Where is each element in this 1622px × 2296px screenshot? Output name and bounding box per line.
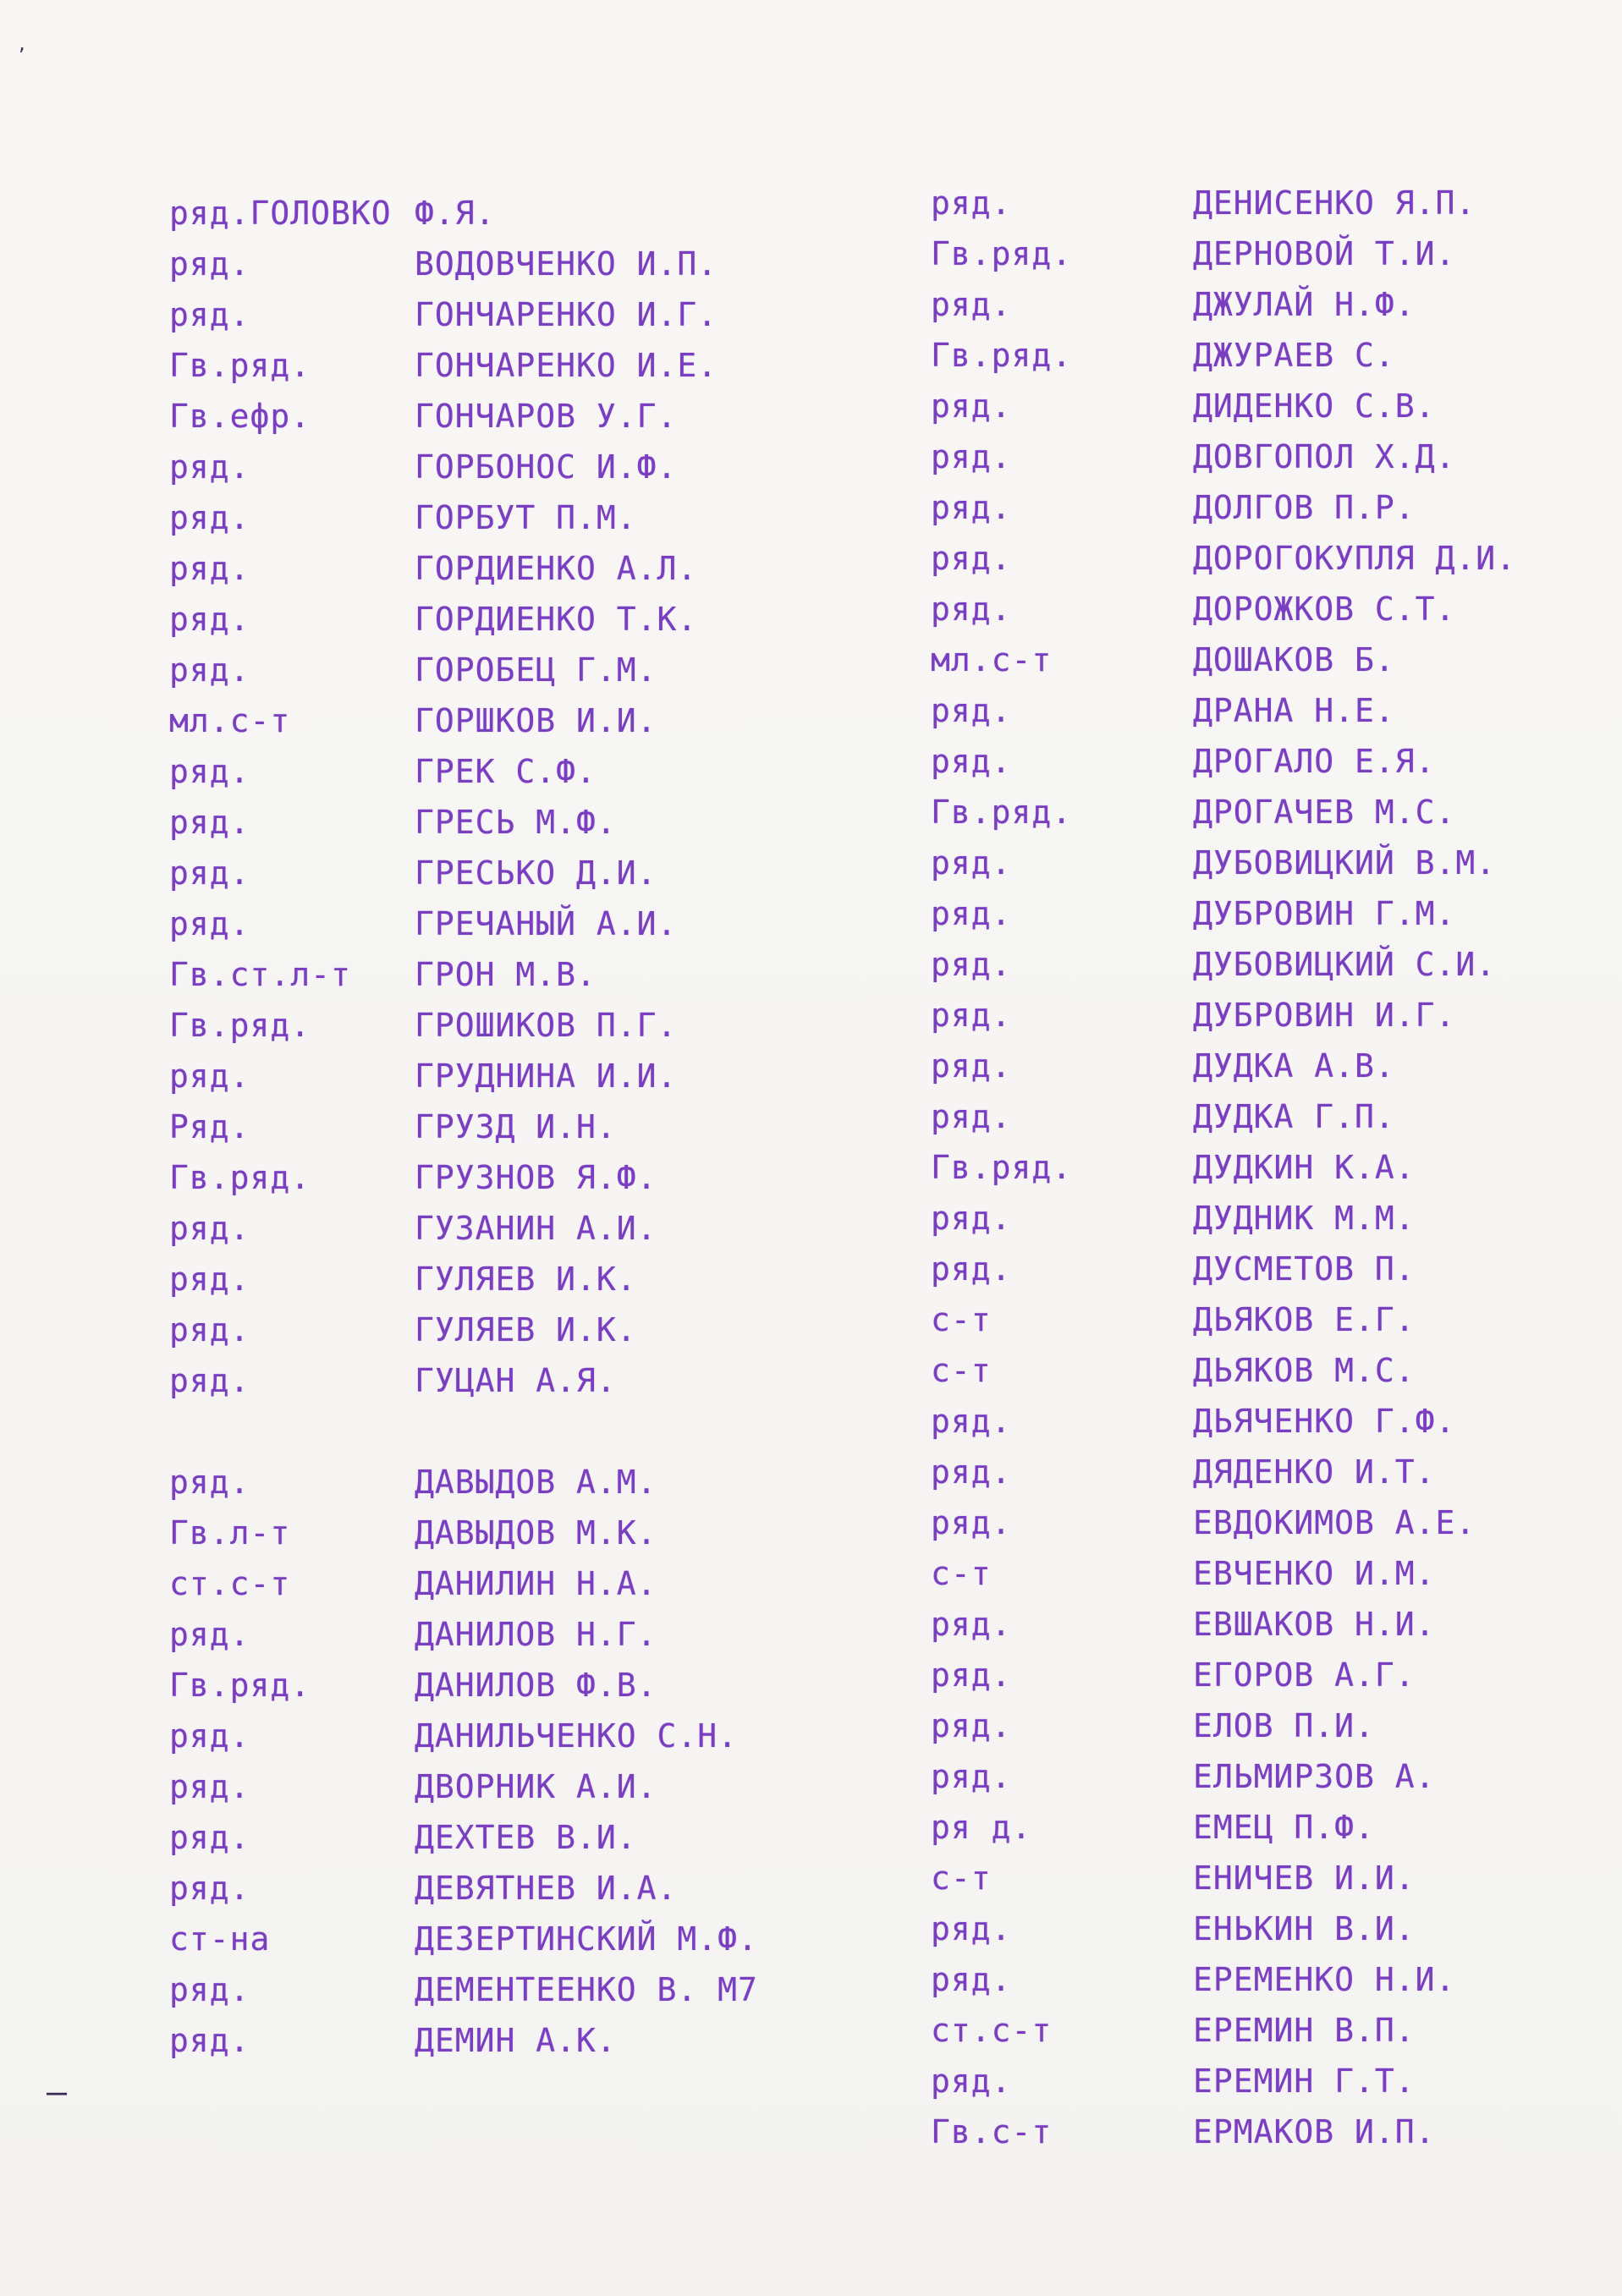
rank-text: ряд. (931, 692, 1012, 729)
person-name: ДОШАКОВ Б. (1193, 641, 1395, 678)
list-item (931, 794, 1608, 844)
rank-text: Гв.ряд. (931, 794, 1073, 831)
person-name: ДАНИЛОВ Ф.В. (415, 1667, 657, 1704)
rank-text: ря д. (931, 1809, 1032, 1846)
list-item (931, 1504, 1608, 1555)
list-item (169, 651, 931, 702)
person-name: ДЕНИСЕНКО Я.П. (1193, 184, 1476, 222)
rank-text: ряд. (169, 1616, 250, 1653)
rank-text: ряд. (931, 1200, 1012, 1237)
list-item (169, 1616, 931, 1667)
rank-text: ряд. (169, 601, 250, 638)
list-item (169, 854, 931, 905)
person-name: ГРЕСЬ М.Ф. (415, 804, 617, 841)
list-item (169, 499, 931, 550)
list-item (931, 2012, 1608, 2063)
rank-text: ряд. (169, 1362, 250, 1399)
list-item (169, 1007, 931, 1057)
rank-text: ряд. (169, 245, 250, 283)
rank-text: ряд. (931, 489, 1012, 526)
rank-text: ряд. (931, 438, 1012, 475)
rank-text: мл.с-т (169, 702, 291, 739)
list-item (931, 337, 1608, 387)
margin-mark: , (17, 34, 28, 54)
person-name: ГОРШКОВ И.И. (415, 702, 657, 739)
rank-text: ряд. (169, 1311, 250, 1348)
rank-text: ряд. (931, 1250, 1012, 1288)
rank-text: ст-на (169, 1920, 271, 1958)
list-item (169, 1819, 931, 1870)
list-item (931, 1250, 1608, 1301)
rank-text: ряд. (169, 1057, 250, 1095)
list-item (169, 956, 931, 1007)
list-item (931, 1098, 1608, 1149)
person-name: ДАНИЛОВ Н.Г. (415, 1616, 657, 1653)
list-item (931, 1910, 1608, 1961)
rank-text: ряд. (931, 1504, 1012, 1541)
list-item (169, 1261, 931, 1311)
list-item (931, 1555, 1608, 1606)
rank-text: Гв.ст.л-т (169, 956, 351, 993)
rank-text: ряд. (931, 1707, 1012, 1744)
person-name: ДЕМИН А.К. (415, 2022, 617, 2059)
rank-text: ряд. (169, 1870, 250, 1907)
rank-text: ряд. (931, 1961, 1012, 1998)
list-item (169, 245, 931, 296)
person-name: ДЖУЛАЙ Н.Ф. (1193, 286, 1416, 323)
person-name: ЕГОРОВ А.Г. (1193, 1656, 1416, 1694)
person-name: ГОРДИЕНКО Т.К. (415, 601, 698, 638)
list-item (931, 1200, 1608, 1250)
rank-text: ряд. (931, 2063, 1012, 2100)
list-item (931, 692, 1608, 743)
list-item (169, 1514, 931, 1565)
rank-text: ряд. (169, 296, 250, 333)
rank-text: ряд. (931, 1403, 1012, 1440)
list-item (169, 905, 931, 956)
rank-text: ряд. (931, 946, 1012, 983)
list-item (931, 1301, 1608, 1352)
person-name: ДЕХТЕВ В.И. (415, 1819, 637, 1856)
list-item (169, 753, 931, 804)
list-item (169, 1464, 931, 1514)
person-name: ГУЛЯЕВ И.К. (415, 1261, 637, 1298)
person-name: ДИДЕНКО С.В. (1193, 387, 1436, 425)
left-column (169, 195, 931, 2073)
rank-text: ряд.ГОЛОВКО (169, 195, 392, 232)
rank-text: ряд. (169, 753, 250, 790)
person-name: ЕРЕМИН В.П. (1193, 2012, 1416, 2049)
list-item (169, 702, 931, 753)
list-item (931, 235, 1608, 286)
right-column (931, 184, 1608, 2164)
list-item (169, 1362, 931, 1413)
person-name: ЕВДОКИМОВ А.Е. (1193, 1504, 1476, 1541)
list-item (931, 590, 1608, 641)
list-item (169, 1311, 931, 1362)
rank-text: ряд. (169, 1261, 250, 1298)
person-name: ЕРЕМИН Г.Т. (1193, 2063, 1416, 2100)
list-item (931, 1453, 1608, 1504)
rank-text: Гв.ряд. (169, 1007, 311, 1044)
person-name: ДЬЯЧЕНКО Г.Ф. (1193, 1403, 1456, 1440)
person-name: ГОНЧАРЕНКО И.Г. (415, 296, 718, 333)
rank-text: Гв.ефр. (169, 398, 311, 435)
rank-text: ряд. (931, 1453, 1012, 1491)
person-name: ДРАНА Н.Е. (1193, 692, 1395, 729)
list-item (931, 2113, 1608, 2164)
person-name: ДАВЫДОВ М.К. (415, 1514, 657, 1552)
person-name: ДАВЫДОВ А.М. (415, 1464, 657, 1501)
list-item (931, 1606, 1608, 1656)
rank-text: ряд. (931, 1047, 1012, 1085)
rank-text: Гв.л-т (169, 1514, 291, 1552)
person-name: ГОНЧАРОВ У.Г. (415, 398, 678, 435)
rank-text: ряд. (169, 804, 250, 841)
list-item (931, 946, 1608, 997)
rank-text: ряд. (931, 590, 1012, 628)
list-item (169, 1057, 931, 1108)
list-item (169, 1413, 931, 1464)
list-item (169, 296, 931, 347)
person-name: ЕРЕМЕНКО Н.И. (1193, 1961, 1456, 1998)
person-name: ДУДНИК М.М. (1193, 1200, 1416, 1237)
person-name: ГРУЗД И.Н. (415, 1108, 617, 1145)
list-item (169, 448, 931, 499)
rank-text: Гв.с-т (931, 2113, 1053, 2150)
list-item (931, 1149, 1608, 1200)
list-item (931, 1352, 1608, 1403)
list-item (169, 1768, 931, 1819)
rank-text: ряд. (931, 184, 1012, 222)
person-name: ЕЛЬМИРЗОВ А. (1193, 1758, 1436, 1795)
person-name: ДУДКИН К.А. (1193, 1149, 1416, 1186)
list-item (931, 1403, 1608, 1453)
person-name: ДРОГАЧЕВ М.С. (1193, 794, 1456, 831)
person-name: ДОРОЖКОВ С.Т. (1193, 590, 1456, 628)
person-name: ЕВШАКОВ Н.И. (1193, 1606, 1436, 1643)
list-item (169, 804, 931, 854)
margin-mark: — (47, 2073, 68, 2112)
list-item (169, 195, 931, 245)
rank-text: ряд. (931, 540, 1012, 577)
person-name: ДЕМЕНТЕЕНКО В. М7 (415, 1971, 758, 2008)
person-name: ГОРОБЕЦ Г.М. (415, 651, 657, 689)
rank-text: с-т (931, 1859, 992, 1897)
list-item (931, 2063, 1608, 2113)
list-item (169, 1870, 931, 1920)
person-name: ДОЛГОВ П.Р. (1193, 489, 1416, 526)
person-name: ДУБОВИЦКИЙ В.М. (1193, 844, 1497, 882)
rank-text: Гв.ряд. (169, 1667, 311, 1704)
person-name: ДОРОГОКУПЛЯ Д.И. (1193, 540, 1517, 577)
rank-text: ряд. (169, 448, 250, 486)
person-name: ДУБОВИЦКИЙ С.И. (1193, 946, 1497, 983)
person-name: ДЯДЕНКО И.Т. (1193, 1453, 1436, 1491)
rank-text: ряд. (931, 844, 1012, 882)
person-name: ГРОШИКОВ П.Г. (415, 1007, 678, 1044)
list-item (931, 540, 1608, 590)
person-name: ГОРБУТ П.М. (415, 499, 637, 536)
list-item (931, 438, 1608, 489)
rank-text: Гв.ряд. (931, 1149, 1073, 1186)
rank-text: ряд. (169, 1210, 250, 1247)
person-name: ДЬЯКОВ Е.Г. (1193, 1301, 1416, 1338)
rank-text: ряд. (169, 2022, 250, 2059)
list-item (931, 1859, 1608, 1910)
person-name: ЕНЬКИН В.И. (1193, 1910, 1416, 1947)
list-item (169, 398, 931, 448)
rank-text: Гв.ряд. (169, 347, 311, 384)
person-name: ДОВГОПОЛ Х.Д. (1193, 438, 1456, 475)
person-name: ВОДОВЧЕНКО И.П. (415, 245, 718, 283)
person-name: ГУЗАНИН А.И. (415, 1210, 657, 1247)
person-name: ДЕРНОВОЙ Т.И. (1193, 235, 1456, 272)
rank-text: ст.с-т (169, 1565, 291, 1602)
rank-text: ряд. (931, 387, 1012, 425)
rank-text: мл.с-т (931, 641, 1053, 678)
rank-text: с-т (931, 1555, 992, 1592)
rank-text: ряд. (931, 997, 1012, 1034)
rank-text: Ряд. (169, 1108, 250, 1145)
person-name: ДЖУРАЕВ С. (1193, 337, 1395, 374)
person-name: ЕРМАКОВ И.П. (1193, 2113, 1436, 2150)
list-item (169, 347, 931, 398)
list-item (931, 641, 1608, 692)
list-item (931, 1809, 1608, 1859)
rank-text: ряд. (931, 1910, 1012, 1947)
list-item (931, 895, 1608, 946)
rank-text: ряд. (931, 743, 1012, 780)
rank-text: ряд. (931, 1606, 1012, 1643)
person-name: ДУБРОВИН И.Г. (1193, 997, 1456, 1034)
rank-text: Гв.ряд. (931, 337, 1073, 374)
person-name: ЕНИЧЕВ И.И. (1193, 1859, 1416, 1897)
person-name: ГОНЧАРЕНКО И.Е. (415, 347, 718, 384)
rank-text: ст.с-т (931, 2012, 1053, 2049)
person-name: ГУЦАН А.Я. (415, 1362, 617, 1399)
list-item (169, 1565, 931, 1616)
list-item (169, 601, 931, 651)
person-name: ДЕВЯТНЕВ И.А. (415, 1870, 678, 1907)
person-name: ДАНИЛИН Н.А. (415, 1565, 657, 1602)
list-item (931, 489, 1608, 540)
list-item (169, 1159, 931, 1210)
person-name: ДВОРНИК А.И. (415, 1768, 657, 1805)
rank-text: ряд. (169, 1768, 250, 1805)
rank-text: ряд. (169, 1717, 250, 1755)
rank-text: ряд. (931, 1098, 1012, 1135)
list-item (169, 1667, 931, 1717)
person-name: ГРЕСЬКО Д.И. (415, 854, 657, 892)
rank-text: с-т (931, 1301, 992, 1338)
person-name: ГРЕЧАНЫЙ А.И. (415, 905, 678, 942)
rank-text: ряд. (169, 854, 250, 892)
person-name: ГРУДНИНА И.И. (415, 1057, 678, 1095)
list-item (931, 184, 1608, 235)
list-item (931, 387, 1608, 438)
rank-text: ряд. (169, 550, 250, 587)
person-name: ДАНИЛЬЧЕНКО С.Н. (415, 1717, 739, 1755)
rank-text: с-т (931, 1352, 992, 1389)
person-name: ГРУЗНОВ Я.Ф. (415, 1159, 657, 1196)
rank-text: ряд. (169, 651, 250, 689)
person-name: ГУЛЯЕВ И.К. (415, 1311, 637, 1348)
person-name: ДУСМЕТОВ П. (1193, 1250, 1416, 1288)
list-item (169, 1920, 931, 1971)
list-item (169, 2022, 931, 2073)
person-name: ЕМЕЦ П.Ф. (1193, 1809, 1375, 1846)
list-item (931, 1047, 1608, 1098)
list-item (169, 1108, 931, 1159)
rank-text: ряд. (169, 1819, 250, 1856)
person-name: ГОРБОНОС И.Ф. (415, 448, 678, 486)
list-item (931, 997, 1608, 1047)
list-item (931, 1961, 1608, 2012)
rank-text: ряд. (169, 1464, 250, 1501)
list-item (931, 844, 1608, 895)
person-name: ГРОН М.В. (415, 956, 597, 993)
list-item (931, 1656, 1608, 1707)
person-name: ЕЛОВ П.И. (1193, 1707, 1375, 1744)
rank-text: ряд. (169, 905, 250, 942)
rank-text: Гв.ряд. (931, 235, 1073, 272)
person-name: Ф.Я. (415, 195, 496, 232)
list-item (931, 743, 1608, 794)
rank-text: ряд. (931, 286, 1012, 323)
person-name: ДУБРОВИН Г.М. (1193, 895, 1456, 932)
rank-text: ряд. (931, 895, 1012, 932)
person-name: ДЕЗЕРТИНСКИЙ М.Ф. (415, 1920, 758, 1958)
list-item (931, 286, 1608, 337)
rank-text: ряд. (931, 1656, 1012, 1694)
person-name: ДУДКА Г.П. (1193, 1098, 1395, 1135)
person-name: ГРЕК С.Ф. (415, 753, 597, 790)
person-name: ЕВЧЕНКО И.М. (1193, 1555, 1436, 1592)
list-item (931, 1707, 1608, 1758)
rank-text: ряд. (931, 1758, 1012, 1795)
rank-text: ряд. (169, 1971, 250, 2008)
person-name: ДУДКА А.В. (1193, 1047, 1395, 1085)
list-item (169, 1210, 931, 1261)
rank-text: Гв.ряд. (169, 1159, 311, 1196)
list-item (169, 1971, 931, 2022)
list-item (169, 550, 931, 601)
person-name: ДЬЯКОВ М.С. (1193, 1352, 1416, 1389)
person-name: ДРОГАЛО Е.Я. (1193, 743, 1436, 780)
list-item (169, 1717, 931, 1768)
person-name: ГОРДИЕНКО А.Л. (415, 550, 698, 587)
rank-text: ряд. (169, 499, 250, 536)
list-item (931, 1758, 1608, 1809)
